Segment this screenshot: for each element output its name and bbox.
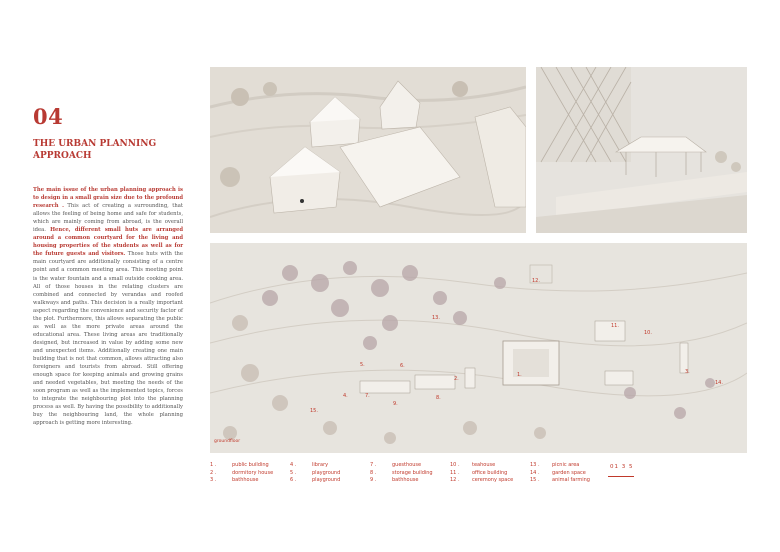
legend-label: ceremony space [472, 477, 514, 484]
legend-label: office building [472, 469, 508, 476]
legend-number: 13 . [530, 462, 540, 468]
legend-item [370, 477, 433, 485]
body-text-2: Those huts with the main courtyard are additionally consisting of a centre point and a common meeting area. This meeting point is the water fountain and a small outside cooking area. All of those houses in the relating clusters are combined and connected by verandas and roofed walkways and paths. This decision is a really important aspect regarding the convenience and security factor of the plot. Furthermore, this allows separating the public as well as the more private areas around the educational area. These living areas are traditionally designed, but increased in value by adding some new and unexpected items. Additionally creating one main building that is not that common, allows attracting also foreigners and tourists from abroad. Still offering enough space for keeping animals and growing grains and needed vegetables, but meeting the needs of the soon program as well as the implemented topics, forces to integrate the neighbouring plot into the planning process as well. By having the possibility to additionally buy the neighbouring land, the whole planning approach is getting more interesting. [33, 251, 183, 427]
legend-item [210, 470, 273, 478]
legend-number: 1 . [210, 462, 217, 468]
legend-label: bathhouse [392, 477, 419, 484]
legend-col-1 [210, 462, 273, 485]
legend-number: 9 . [370, 477, 377, 484]
legend-number: 12 . [450, 477, 460, 484]
legend-number: 14 . [530, 469, 540, 476]
chapter-title: THE URBAN PLANNING APPROACH [33, 139, 157, 161]
legend-label: animal farming [552, 477, 590, 484]
legend-number: 3 . [210, 477, 217, 484]
legend-label: public building [232, 462, 269, 468]
site-tag-9: 9. [393, 401, 398, 407]
body-text-1: This act of creating a surrounding, that allows the feeling of being home and safe for students, which are mainly coming from abroad, is the overall idea. [33, 203, 183, 234]
legend-col-5 [530, 462, 590, 485]
legend-col-2 [290, 462, 340, 485]
site-tag-13: 13. [432, 315, 440, 321]
chapter-number: 04 [33, 104, 64, 129]
legend-label: garden space [552, 469, 586, 476]
site-tag-14: 14. [715, 380, 723, 386]
legend-label: library [312, 462, 329, 468]
site-tag-2: 2. [454, 376, 459, 382]
legend-label: storage building [392, 469, 433, 476]
lead-highlight: The main issue of the urban planning approach is to design in a small grain size due to the profound research . [33, 187, 183, 210]
legend-label: teahouse [472, 462, 496, 468]
model-photo-pavilion [536, 67, 747, 233]
site-plan-photo [210, 243, 747, 453]
site-tag-11: 11. [611, 323, 619, 329]
site-tag-15: 15. [310, 408, 318, 414]
site-plan-caption: groundfloor [214, 439, 241, 444]
legend-number: 5 . [290, 469, 297, 476]
legend-label: playground [312, 477, 341, 484]
legend-label: dormitory house [232, 469, 274, 476]
legend-item [370, 462, 433, 470]
legend-item [530, 470, 590, 478]
legend-item [210, 462, 273, 470]
legend-number: 15 . [530, 477, 540, 484]
legend-item [210, 477, 273, 485]
legend-label: bathhouse [232, 477, 259, 484]
legend-item [290, 470, 340, 478]
legend-item [370, 470, 433, 478]
legend-item [290, 477, 340, 485]
highlight-2: Hence, different small huts are arranged around a common courtyard for the living and housing properties of the students as well as for the future guests and visitors. [33, 227, 183, 258]
body-paragraph [33, 186, 183, 427]
legend-label: playground [312, 469, 341, 476]
legend-number: 10 . [450, 462, 460, 468]
legend-col-4 [450, 462, 513, 485]
page-numbers: 01 3 5 [610, 464, 634, 470]
legend-label: picnic area [552, 462, 580, 468]
legend-item [290, 462, 340, 470]
legend-number: 2 . [210, 469, 217, 476]
legend-number: 7 . [370, 462, 377, 468]
page-indicator [610, 464, 634, 470]
legend-item [530, 462, 590, 470]
site-tag-7: 7. [365, 393, 370, 399]
page-indicator-rule [608, 476, 634, 477]
legend-number: 6 . [290, 477, 297, 484]
site-tag-1: 1. [517, 372, 522, 378]
legend-number: 4 . [290, 462, 297, 468]
site-tag-5: 5. [360, 362, 365, 368]
legend-col-3 [370, 462, 433, 485]
site-tag-3: 3. [685, 369, 690, 375]
legend-number: 11 . [450, 469, 460, 476]
legend-item [450, 462, 513, 470]
site-tag-6: 6. [400, 363, 405, 369]
legend-item [450, 470, 513, 478]
legend-item [450, 477, 513, 485]
legend-item [530, 477, 590, 485]
legend-label: guesthouse [392, 462, 422, 468]
site-tag-10: 10. [644, 330, 652, 336]
site-tag-8: 8. [436, 395, 441, 401]
model-photo-huts [210, 67, 526, 233]
site-tag-12: 12. [532, 278, 540, 284]
legend-number: 8 . [370, 469, 377, 476]
site-tag-4: 4. [343, 393, 348, 399]
